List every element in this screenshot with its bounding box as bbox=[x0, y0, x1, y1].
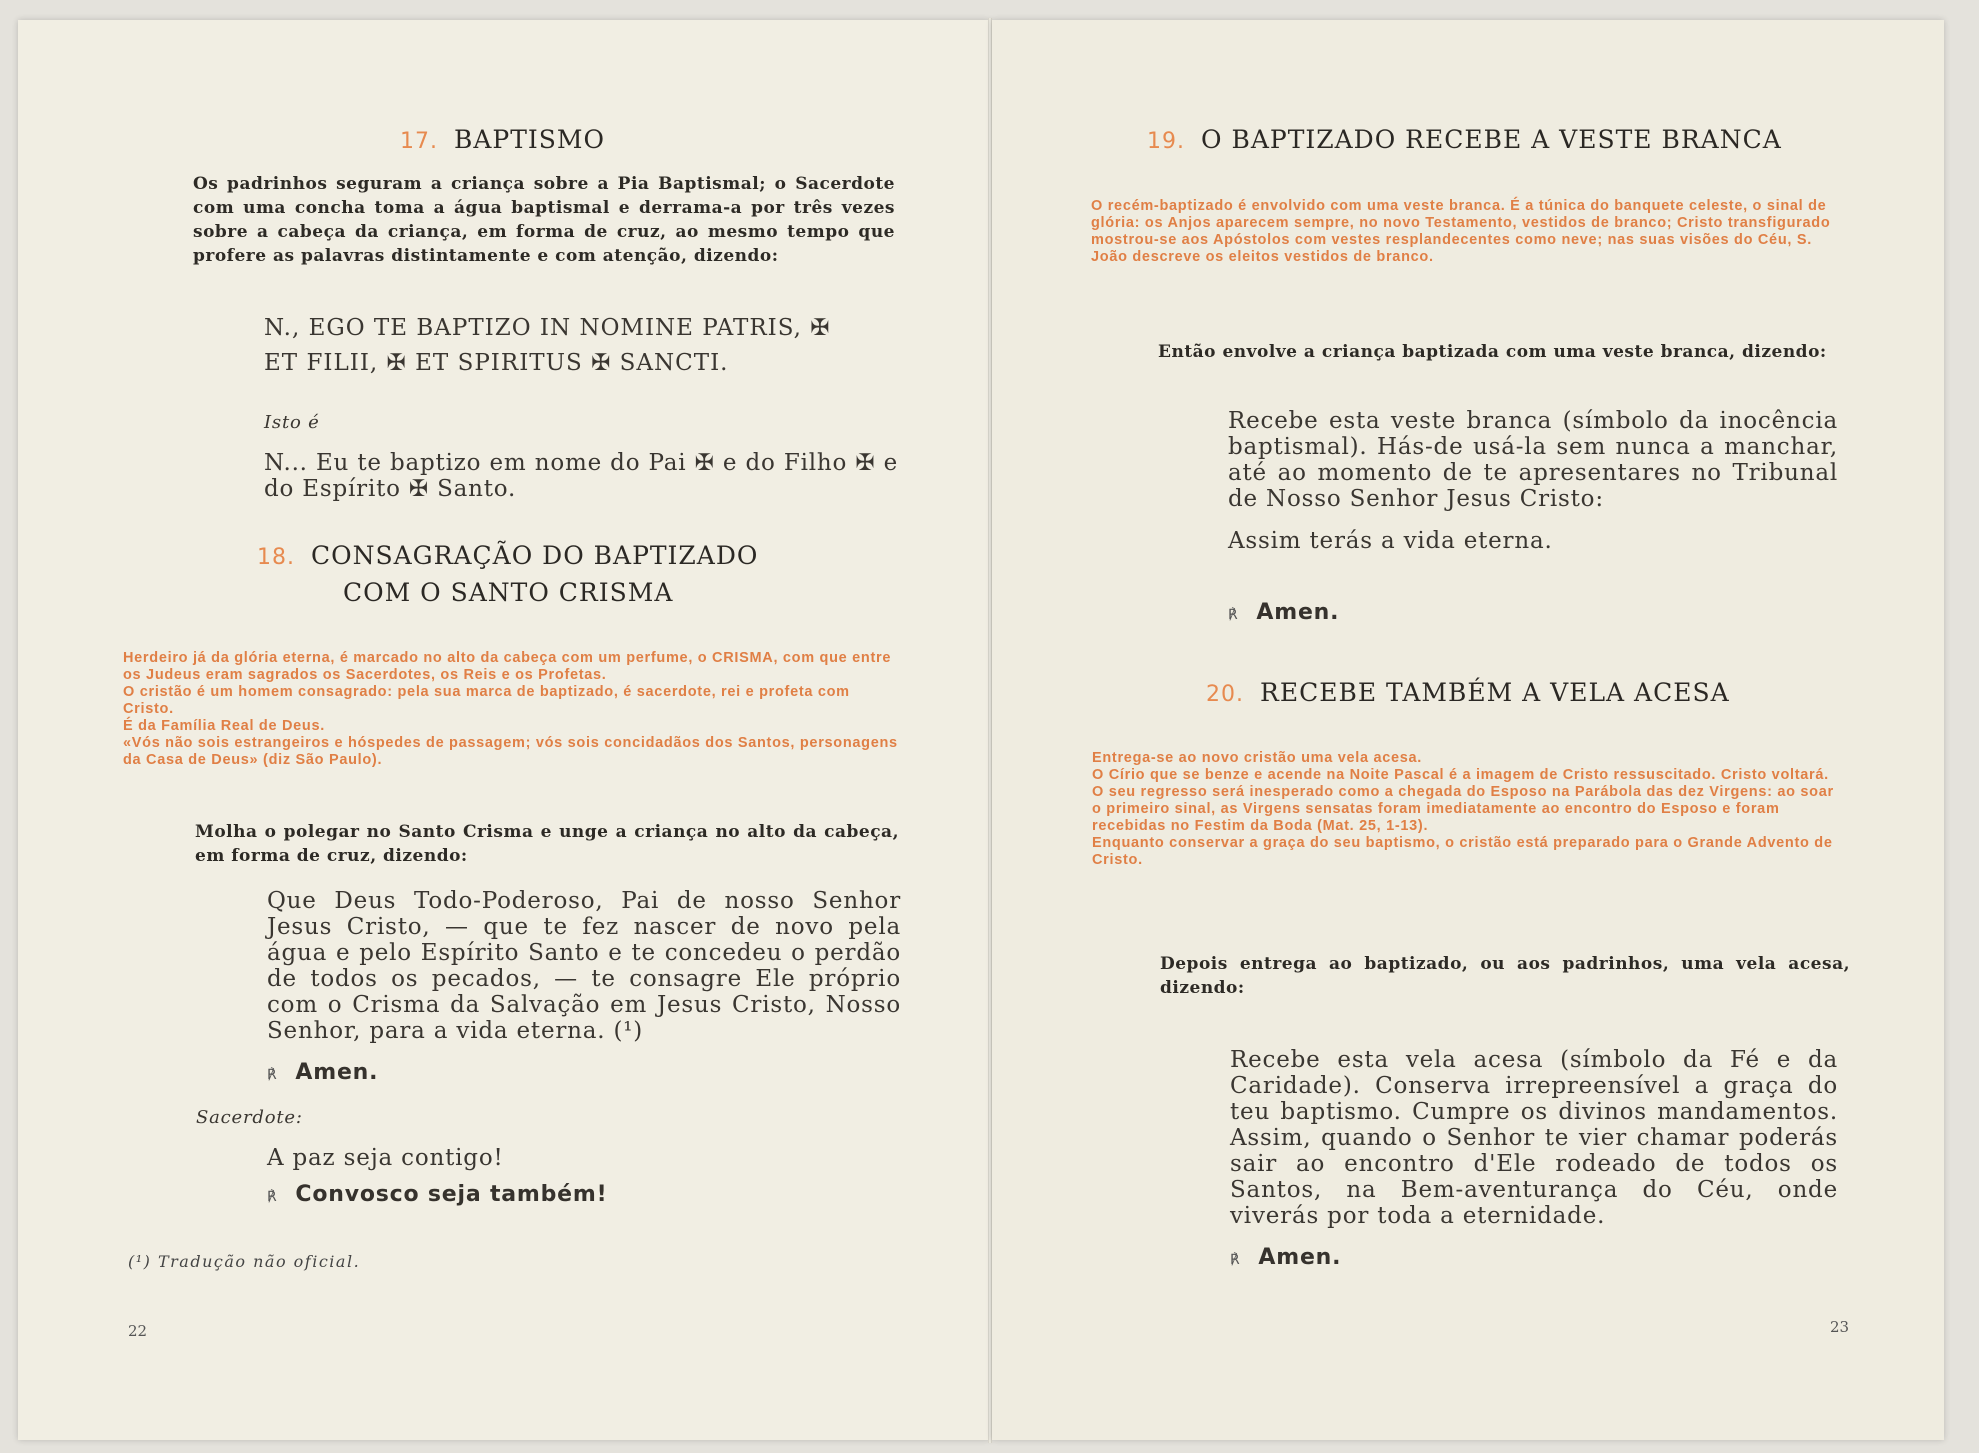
section-18-title-line-1: CONSAGRAÇÃO DO BAPTIZADO bbox=[311, 541, 759, 570]
commentary-paragraph: Enquanto conservar a graça do seu baptismo, o cristão está preparado para o Grande Advento de Cristo. bbox=[1092, 835, 1833, 868]
latin-formula-line-2: ET FILII, ✠ ET SPIRITUS ✠ SANCTI. bbox=[264, 350, 729, 376]
section-20-rubric: Depois entrega ao baptizado, ou aos padrinhos, uma vela acesa, dizendo: bbox=[1160, 954, 1850, 998]
commentary-paragraph: Entrega-se ao novo cristão uma vela acesa. bbox=[1092, 750, 1423, 766]
response-symbol: ℟ bbox=[1228, 607, 1239, 623]
response-symbol: ℟ bbox=[1230, 1252, 1241, 1268]
peace-response-text: Convosco seja também! bbox=[295, 1182, 608, 1207]
section-18-title-line-2: COM O SANTO CRISMA bbox=[343, 578, 674, 607]
latin-formula-line-1: N., EGO TE BAPTIZO IN NOMINE PATRIS, ✠ bbox=[264, 315, 831, 341]
peace-response bbox=[267, 1182, 607, 1207]
peace-greeting: A paz seja contigo! bbox=[267, 1145, 504, 1171]
page-number-right: 23 bbox=[1830, 1318, 1850, 1336]
section-19-heading bbox=[1147, 122, 1782, 160]
section-17-rubric: Os padrinhos seguram a criança sobre a Pia Baptismal; o Sacerdote com uma concha toma a água baptismal e derrama-a por três vezes sobre a cabeça da criança, em forma de cruz, ao mesmo tempo que profere as palavras distintamente e com atenção, dizendo: bbox=[193, 174, 895, 266]
section-18-rubric: Molha o polegar no Santo Crisma e unge a criança no alto da cabeça, em forma de cruz, dizendo: bbox=[195, 822, 899, 866]
commentary-paragraph: Herdeiro já da glória eterna, é marcado no alto da cabeça com um perfume, o CRISMA, com que entre os Judeus eram sagrados os Sacerdotes, os Reis e os Profetas. bbox=[123, 650, 892, 683]
section-18-commentary bbox=[123, 650, 901, 769]
section-18-amen bbox=[267, 1060, 378, 1085]
section-19-number: 19. bbox=[1147, 129, 1185, 154]
section-20-amen bbox=[1230, 1245, 1341, 1270]
commentary-paragraph: O Círio que se benze e acende na Noite Pascal é a imagem de Cristo ressuscitado. Cristo voltará. O seu regresso será inesperado como a chegada do Esposo na Parábola das dez Virgens: ao soar o primeiro sinal, as Virgens sensatas foram imediatamente ao encontro do Esposo e foram recebidas no Festim da Boda (Mat. 25, 1-13). bbox=[1092, 767, 1834, 834]
section-18-heading bbox=[257, 538, 758, 576]
commentary-paragraph: É da Família Real de Deus. bbox=[123, 718, 325, 734]
section-17-title: BAPTISMO bbox=[454, 125, 606, 154]
section-19-amen bbox=[1228, 600, 1339, 625]
section-18-number: 18. bbox=[257, 545, 295, 570]
commentary-paragraph: O cristão é um homem consagrado: pela sua marca de baptizado, é sacerdote, rei e profeta com Cristo. bbox=[123, 684, 850, 717]
isto-e-label: Isto é bbox=[264, 412, 320, 433]
section-17-number: 17. bbox=[400, 129, 438, 154]
section-18-prayer: Que Deus Todo-Poderoso, Pai de nosso Senhor Jesus Cristo, — que te fez nascer de novo pela água e pelo Espírito Santo e te concedeu o perdão de todos os pecados, — te consagre Ele próprio com o Crisma da Salvação em Jesus Cristo, Nosso Senhor, para a vida eterna. (¹) bbox=[267, 888, 901, 1044]
amen-text: Amen. bbox=[1258, 1245, 1342, 1270]
section-19-rubric: Então envolve a criança baptizada com uma veste branca, dizendo: bbox=[1158, 342, 1827, 362]
amen-text: Amen. bbox=[295, 1060, 379, 1085]
response-symbol: ℟ bbox=[267, 1189, 278, 1205]
section-19-title: O BAPTIZADO RECEBE A VESTE BRANCA bbox=[1201, 125, 1782, 154]
section-19-prayer-conclusion: Assim terás a vida eterna. bbox=[1228, 528, 1553, 554]
response-symbol: ℟ bbox=[267, 1067, 278, 1083]
portuguese-formula: N... Eu te baptizo em nome do Pai ✠ e do Filho ✠ e do Espírito ✠ Santo. bbox=[264, 450, 898, 502]
section-17-heading bbox=[400, 122, 605, 160]
sacerdote-label: Sacerdote: bbox=[196, 1107, 303, 1128]
page-number-left: 22 bbox=[128, 1322, 148, 1340]
section-20-title: RECEBE TAMBÉM A VELA ACESA bbox=[1260, 678, 1730, 707]
section-20-prayer: Recebe esta vela acesa (símbolo da Fé e da Caridade). Conserva irrepreensível a graça do teu baptismo. Cumpre os divinos mandamentos. Assim, quando o Senhor te vier chamar poderás sair ao encontro d'Ele rodeado de todos os Santos, na Bem-aventurança do Céu, onde viverás por toda a eternidade. bbox=[1230, 1047, 1838, 1229]
section-20-number: 20. bbox=[1206, 682, 1244, 707]
section-19-commentary: O recém-baptizado é envolvido com uma veste branca. É a túnica do banquete celeste, o sinal de glória: os Anjos aparecem sempre, no novo Testamento, vestidos de branco; Cristo transfigurado mostrou-se aos Apóstolos com vestes resplandecentes como neve; nas suas visões do Céu, S. João descreve os eleitos vestidos de branco. bbox=[1091, 198, 1831, 265]
commentary-paragraph: «Vós não sois estrangeiros e hóspedes de passagem; vós sois concidadãos dos Santos, personagens da Casa de Deus» (diz São Paulo). bbox=[123, 735, 898, 768]
amen-text: Amen. bbox=[1256, 600, 1340, 625]
section-20-heading bbox=[1206, 675, 1730, 713]
left-page bbox=[18, 20, 990, 1440]
section-19-prayer: Recebe esta veste branca (símbolo da inocência baptismal). Hás-de usá-la sem nunca a manchar, até ao momento de te apresentares no Tribunal de Nosso Senhor Jesus Cristo: bbox=[1228, 408, 1838, 512]
footnote: (¹) Tradução não oficial. bbox=[128, 1252, 361, 1271]
right-page bbox=[992, 20, 1944, 1440]
section-20-commentary bbox=[1092, 750, 1840, 869]
